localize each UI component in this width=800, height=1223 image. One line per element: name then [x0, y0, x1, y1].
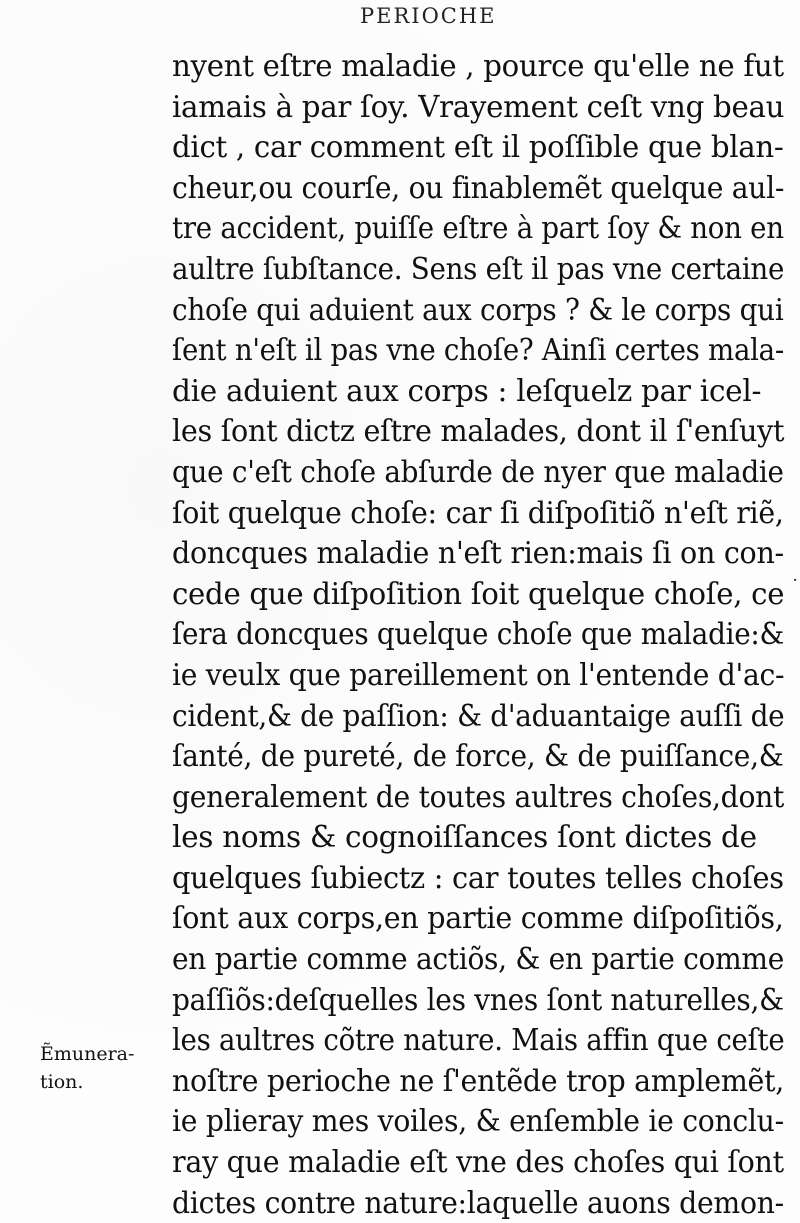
text-line: paſſiõs:deſquelles les vnes ſont naturelles,&	[172, 982, 784, 1017]
text-line: les noms & cognoiſſances ſont dictes de	[172, 820, 757, 855]
text-line: en partie comme actiõs, & en partie comme	[172, 942, 785, 977]
text-line: ſoit quelque choſe: car ſi diſpoſitiõ n'eſt riẽ,	[172, 495, 784, 530]
text-line: generalement de toutes aultres choſes,dont	[172, 779, 785, 814]
marginal-note	[40, 1040, 134, 1096]
edge-mark: ·	[792, 570, 798, 591]
text-line: les aultres cõtre nature. Mais affin que ceſte	[172, 1023, 785, 1058]
text-line: tre accident, puiſſe eſtre à part ſoy & non en	[172, 211, 784, 246]
text-line: cede que diſpoſition ſoit quelque choſe, ce	[172, 576, 785, 611]
text-line: ſanté, de pureté, de force, & de puiſſance,&	[172, 739, 784, 774]
text-line: ſont aux corps,en partie comme diſpoſitiõs,	[172, 901, 784, 936]
text-line: ſent n'eſt il pas vne choſe? Ainſi certes mala-	[172, 333, 784, 368]
marginal-note-line: Ẽmunera-	[40, 1043, 135, 1065]
text-line: ie plieray mes voiles, & enſemble ie conclu-	[172, 1104, 784, 1139]
text-line: dict , car comment eſt il poſſible que blan-	[172, 130, 784, 165]
text-line: que c'eſt choſe abſurde de nyer que maladie	[172, 454, 784, 489]
main-text-block	[172, 46, 785, 1223]
text-line: les ſont dictz eſtre malades, dont il ſ'enſuyt	[172, 414, 785, 449]
text-line: cident,& de paſſion: & d'aduantaige auſſi de	[172, 698, 785, 733]
text-line: cheur,ou courſe, ou finablemẽt quelque aul-	[172, 170, 785, 205]
text-line: ie veulx que pareillement on l'entende d'ac-	[172, 657, 785, 692]
text-line: choſe qui aduient aux corps ? & le corps qui	[172, 292, 784, 327]
text-line: doncques maladie n'eſt rien:mais ſi on con-	[172, 536, 784, 571]
text-line: noſtre perioche ne ſ'entẽde trop amplemẽt,	[172, 1063, 785, 1098]
text-line: ray que maladie eſt vne des choſes qui ſont	[172, 1145, 784, 1180]
text-line: quelques ſubiectz : car toutes telles choſes	[172, 860, 784, 895]
text-line: aultre ſubſtance. Sens eſt il pas vne certaine	[172, 251, 785, 286]
text-line: nyent eſtre maladie , pource qu'elle ne fut	[172, 49, 784, 83]
text-line: die aduient aux corps : leſquelz par icel-	[172, 373, 762, 408]
text-line: dictes contre nature:laquelle auons demon-	[172, 1185, 784, 1220]
text-line: iamais à par ſoy. Vrayement ceſt vng beau	[172, 89, 785, 124]
text-line: ſera doncques quelque choſe que maladie:&	[172, 617, 784, 652]
marginal-note-line: tion.	[40, 1071, 84, 1093]
running-title: PERIOCHE	[360, 4, 497, 28]
